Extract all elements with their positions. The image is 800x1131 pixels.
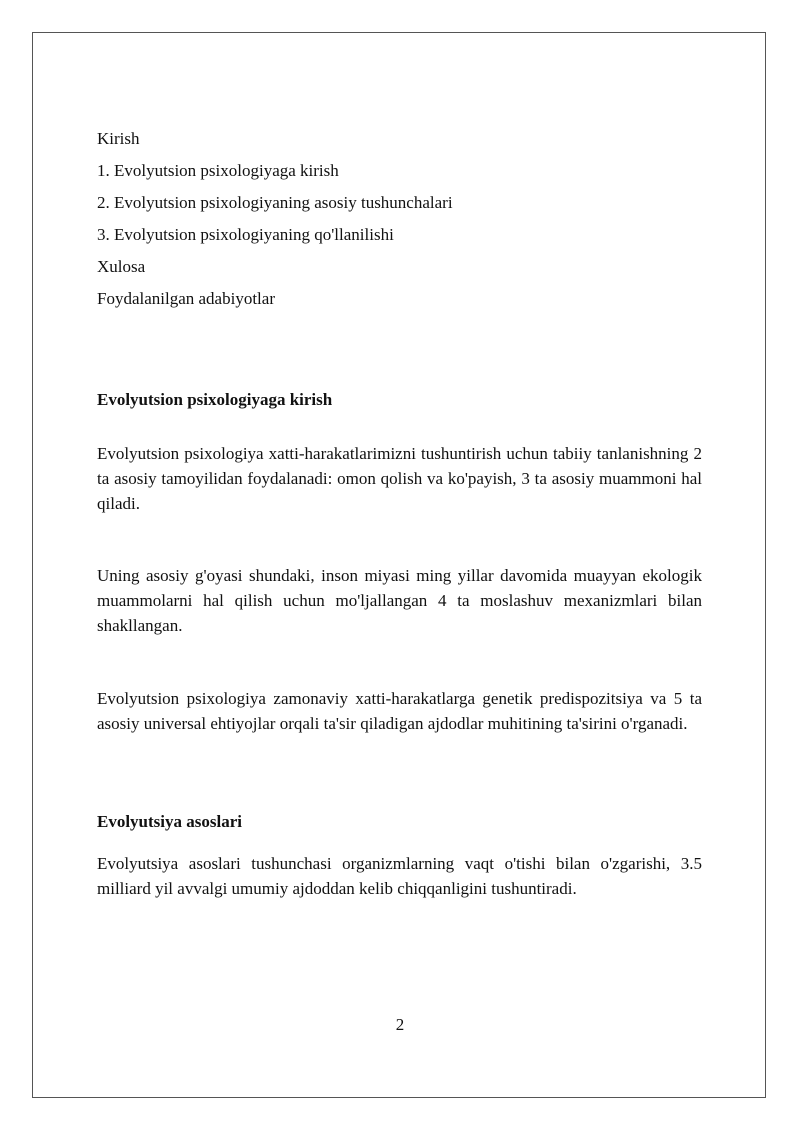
toc-item-introduction: Kirish — [97, 129, 140, 148]
paragraph-evolution-basics: Evolyutsiya asoslari tushunchasi organizmlarning vaqt o'tishi bilan o'zgarishi, 3.5 milliard yil avvalgi umumiy ajdoddan kelib chiqqanligini tushuntiradi. — [97, 854, 702, 898]
section-heading-evolution-basics: Evolyutsiya asoslari — [97, 812, 242, 831]
page-number: 2 — [395, 1015, 405, 1034]
paragraph-main-idea: Uning asosiy g'oyasi shundaki, inson miyasi ming yillar davomida muayyan ekologik muammolarni hal qilish uchun mo'ljallangan 4 ta moslashuv mexanizmlari bilan shakllangan. — [97, 566, 702, 635]
toc-item-chapter-3: 3. Evolyutsion psixologiyaning qo'llanilishi — [97, 225, 394, 244]
toc-item-chapter-1: 1. Evolyutsion psixologiyaga kirish — [97, 161, 339, 180]
paragraph-ancestral-environment: Evolyutsion psixologiya zamonaviy xatti-harakatlarga genetik predispozitsiya va 5 ta asosiy universal ehtiyojlar orqali ta'sir qiladigan ajdodlar muhitining ta'sirini o'rganadi. — [97, 689, 702, 733]
toc-item-chapter-2: 2. Evolyutsion psixologiyaning asosiy tushunchalari — [97, 193, 453, 212]
toc-item-references: Foydalanilgan adabiyotlar — [97, 289, 275, 308]
paragraph-principles: Evolyutsion psixologiya xatti-harakatlarimizni tushuntirish uchun tabiiy tanlanishning 2 ta asosiy tamoyilidan foydalanadi: omon qolish va ko'payish, 3 ta asosiy muammoni hal qiladi. — [97, 444, 702, 513]
table-of-contents — [97, 128, 707, 320]
toc-item-conclusion: Xulosa — [97, 257, 146, 276]
section-heading-evolutionary-psychology-intro: Evolyutsion psixologiyaga kirish — [97, 390, 333, 409]
